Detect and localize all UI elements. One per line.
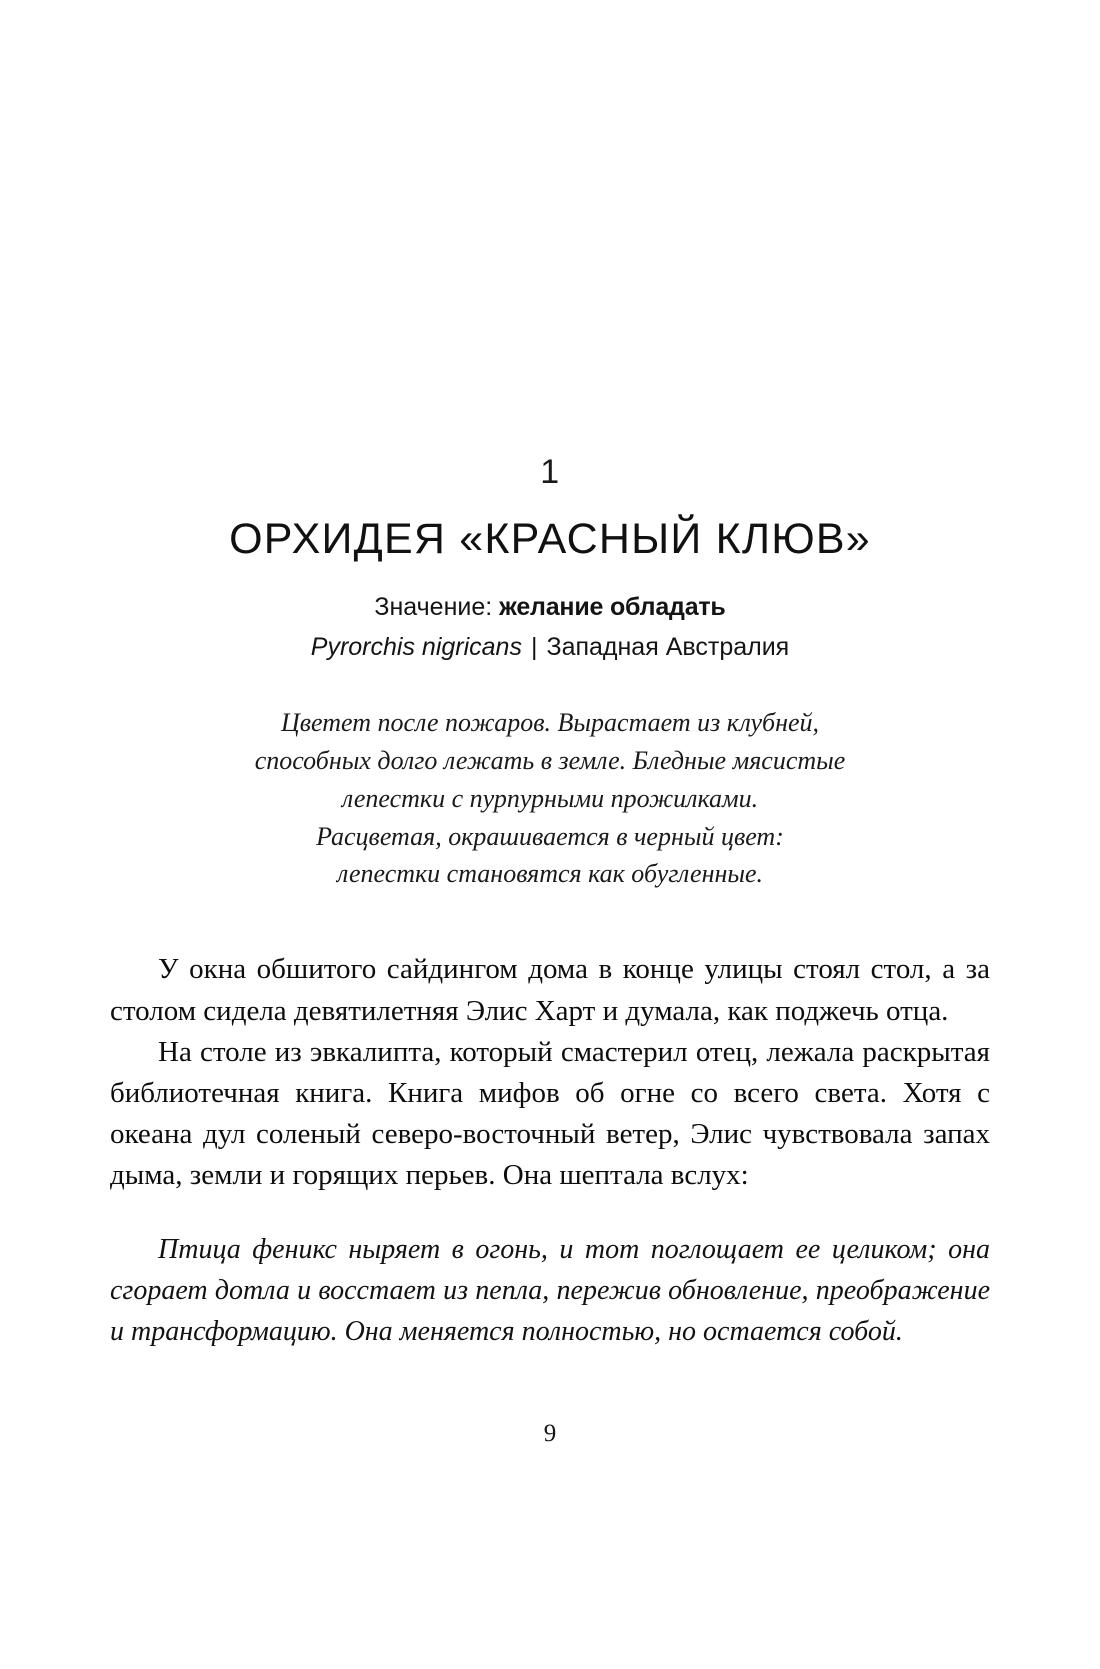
chapter-number: 1	[540, 453, 560, 491]
quote-text: Птица феникс ныряет в огонь, и тот поглощает ее целиком; она сгорает дотла и восстает из пепла, пережив обновление, преображение и трансформацию. Она меняется полностью, но остается собой.	[110, 1234, 990, 1347]
species-line	[110, 632, 990, 663]
meaning-label: Значение:	[374, 593, 493, 622]
epigraph-line: лепестки становятся как обугленные.	[336, 859, 764, 889]
meaning-value: желание обладать	[499, 593, 726, 622]
epigraph-block	[165, 704, 935, 894]
body-paragraph: У окна обшитого сайдингом дома в конце улицы стоял стол, а за столом сидела девятилетняя Элис Харт и думала, как поджечь отца.	[110, 953, 990, 1027]
page-number: 9	[543, 1420, 557, 1447]
epigraph-line: Расцветая, окрашивается в черный цвет:	[316, 821, 784, 851]
species-latin-name: Pyrorchis nigricans	[310, 633, 522, 662]
chapter-title: ОРХИДЕЯ «КРАСНЫЙ КЛЮВ»	[229, 515, 871, 563]
quote-block	[110, 1230, 990, 1352]
epigraph-line: способных долго лежать в земле. Бледные мясистые	[254, 745, 846, 775]
meaning-line	[110, 592, 990, 623]
species-region: Западная Австралия	[546, 633, 790, 662]
body-text	[110, 949, 990, 1196]
epigraph-line: Цветет после пожаров. Вырастает из клубней,	[280, 707, 820, 737]
species-separator: |	[530, 633, 538, 662]
body-paragraph: На столе из эвкалипта, который смастерил отец, лежала раскрытая библиотечная книга. Книга мифов об огне со всего света. Хотя с океана дул соленый северо-восточный ветер, Элис чувствовала запах дыма, земли и горящих перьев. Она шептала вслух:	[110, 1035, 990, 1192]
epigraph-line: лепестки с пурпурными прожилками.	[341, 783, 759, 813]
